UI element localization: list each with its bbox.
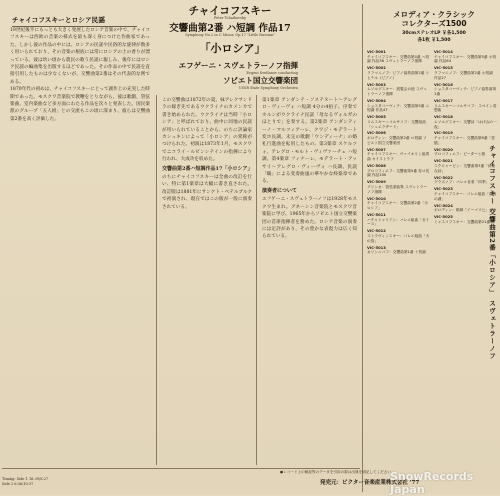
work-title-en: Symphony No.2 in C Minor, Op.17 "Little Russian" xyxy=(185,33,275,37)
right-panel-divider xyxy=(362,4,363,492)
notes-column-1 xyxy=(10,27,150,465)
catalog-code: VIC-5016 xyxy=(434,82,453,87)
notes-paragraph: エフゲーニ・スヴェトラーノフは1928年モスクワ生まれ。グネーシン音楽院とモスクワ音楽院に学び、1965年からソビエト国立交響楽団の首席指揮者を務めた。ロシア音楽の演奏には定評があり、その豊かな表現力は広く知られている。 xyxy=(262,197,357,240)
catalog-entry xyxy=(367,50,430,64)
catalog-entry xyxy=(367,213,430,227)
catalog-entry xyxy=(367,148,430,162)
catalog-code: VIC-5008 xyxy=(367,164,386,169)
catalog-description: チャイコフスキー：ヴァイオリン協奏曲 オイストラフ xyxy=(367,152,430,162)
timing-info xyxy=(2,477,48,487)
series-title-line-2: コレクターズ1500 xyxy=(401,19,467,28)
composer-name-en: Peter Tchaikovsky xyxy=(213,16,247,20)
catalog-entry xyxy=(434,50,497,64)
catalog-code: VIC-5004 xyxy=(367,98,386,103)
catalog-entry xyxy=(367,99,430,113)
catalog-entry xyxy=(367,197,430,211)
catalog-entry xyxy=(367,131,430,145)
orchestra-credit-en: USSR State Symphony Orchestra xyxy=(238,86,298,90)
work-subtitle: 「小ロシア」 xyxy=(199,42,266,55)
catalog-description: グラズノフ：バレエ音楽「四季」 xyxy=(434,180,490,185)
catalog-description: スクリャービン：交響曲第3番「神聖な詩」 xyxy=(434,164,496,173)
catalog-description: リムスキー＝コルサコフ：スペイン奇想曲 xyxy=(434,103,497,113)
timing-side-2: Side 2 6:36/10:37 xyxy=(2,482,34,486)
catalog-description: チャイコフスキー：交響曲第4番 ヘ短調 作品36 スヴェトラーノフ指揮 xyxy=(367,54,430,64)
catalog-entry xyxy=(434,83,497,97)
catalog-code: VIC-5019 xyxy=(434,131,453,136)
series-spec-line-2: 各1枚 ￥1,500 xyxy=(417,38,451,43)
notes-paragraph: 1870年代の初めは、チャイコフスキーにとって創作上の充実した時期であった。モスクワ音楽院で教鞭をとりながら、彼は歌劇、管弦楽曲、室内楽曲など多方面にわたる作品を次々と発表した。国民楽派のグループ「五人組」との交流もこの頃に深まり、彼らは交響曲第2番を高く評価した。 xyxy=(10,87,150,122)
catalog-entry xyxy=(367,246,430,255)
catalog-description: プロコフィエフ：ピーターと狼 xyxy=(434,152,486,157)
orchestra-credit: ソビエト国立交響楽団 xyxy=(223,76,298,85)
spine-text: チャイコフスキー 交響曲第2番「小ロシア」 スヴェトラーノフ xyxy=(488,145,496,360)
catalog-code: VIC-5018 xyxy=(434,115,453,120)
catalog-list xyxy=(367,50,497,465)
timing-side-1: Timing: Side 1 16:39/8:27 xyxy=(2,477,49,481)
catalog-code: VIC-5011 xyxy=(367,212,386,217)
notes-column-3 xyxy=(262,97,357,465)
catalog-description: ボロディン：歌劇「イーゴリ公」より xyxy=(434,208,497,213)
column-divider-2 xyxy=(256,95,257,465)
catalog-code: VIC-5015 xyxy=(434,66,453,71)
catalog-description: ラフマニノフ：交響曲第2番 ホ短調 作品27 xyxy=(434,71,493,80)
section-heading: 交響曲第2番ハ短調作品17「小ロシア」 xyxy=(162,165,252,172)
watermark: SnowRecords Japan xyxy=(390,470,474,496)
notes-paragraph: この交響曲は1872年の夏、妹アレクサンドラの嫁ぎ先であるウクライナのカメンカで書き始められた。ウクライナは当時「小ロシア」と呼ばれており、曲中に同地の民謡が用いられていることから、のちに評論家カシュキンによって「小ロシア」の愛称がつけられた。初演は1873年1月、モスクワでニコライ・ルビンシテインの指揮により行われ、大成功を収めた。 xyxy=(162,98,252,163)
catalog-code: VIC-5006 xyxy=(367,131,386,136)
publisher-credit: 発売元：ビクター音楽産業株式会社 '77 xyxy=(320,480,420,486)
notes-column-2 xyxy=(162,97,252,465)
catalog-description: チャイコフスキー：交響曲第5番 ホ短調 作品64 xyxy=(434,54,497,64)
section-heading: 演奏者について xyxy=(262,187,297,194)
catalog-entry xyxy=(367,115,430,129)
catalog-code: VIC-5017 xyxy=(434,98,453,103)
catalog-code: VIC-5003 xyxy=(367,82,386,87)
catalog-column-left xyxy=(367,50,430,465)
catalog-description: ストラヴィンスキー：バレエ組曲「火の鳥」 xyxy=(367,233,430,243)
catalog-code: VIC-5021 xyxy=(434,159,453,164)
catalog-description: ボロディン：交響曲第2番 ロ短調 ソビエト国立交響楽団 xyxy=(367,136,427,145)
catalog-entry xyxy=(367,66,430,80)
catalog-description: ムソルグスキー：展覧会の絵 スヴェトラーノフ指揮 xyxy=(367,87,427,96)
catalog-description: ハチャトゥリアン：バレエ組曲「ガイーヌ」 xyxy=(367,217,430,227)
conductor-credit: エフゲーニ・スヴェトラーノフ指揮 xyxy=(178,61,298,70)
catalog-code: VIC-5024 xyxy=(434,203,453,208)
catalog-entry xyxy=(434,131,497,145)
conductor-credit-en: Evgeni Svetlanov conducting xyxy=(246,71,298,75)
catalog-entry xyxy=(367,229,430,243)
catalog-code: VIC-5022 xyxy=(434,175,453,180)
catalog-code: VIC-5020 xyxy=(434,147,453,152)
catalog-description: プロコフィエフ：交響曲第5番 変ロ長調 作品100 xyxy=(367,168,430,178)
catalog-description: チャイコフスキー：バレエ組曲「白鳥の湖」 xyxy=(434,191,497,201)
catalog-description: ショスタコーヴィチ：交響曲第5番 ニ短調 作品47 xyxy=(367,103,430,113)
section-title: チャイコフスキーとロシア民謡 xyxy=(12,15,137,27)
catalog-entry xyxy=(434,115,497,129)
work-title: 交響曲第2番 ハ短調 作品17 xyxy=(169,23,291,34)
catalog-entry xyxy=(434,99,497,113)
column-divider-1 xyxy=(156,95,157,465)
series-spec xyxy=(372,30,496,44)
catalog-description: チャイコフスキー：交響曲第2番「小ロシア」 xyxy=(367,201,428,211)
series-title-line-1: メロディア・クラシック xyxy=(393,10,475,19)
footer-divider xyxy=(2,468,360,469)
catalog-entry xyxy=(367,180,430,194)
catalog-code: VIC-5013 xyxy=(367,245,386,250)
catalog-entry xyxy=(434,66,497,80)
catalog-description: グリンカ：管弦楽曲集 スヴェトラーノフ指揮 xyxy=(367,185,428,194)
catalog-code: VIC-5005 xyxy=(367,115,386,120)
footer-note: ●レコード上の解説等のデータを引用の際は出典を明記してください。 xyxy=(280,470,395,474)
catalog-description: ミャスコフスキー：交響曲第21番 xyxy=(434,219,491,224)
catalog-description: リムスキー＝コルサコフ：交響組曲「シェエラザード」 xyxy=(367,119,426,129)
notes-paragraph: のちにチャイコフスキーは全曲の改訂を行い、特に第1楽章は大幅に書き直された。改訂版は1881年にサンクト・ペテルブルクで初演され、現在ではこの版が一般に演奏されている。 xyxy=(162,175,252,210)
catalog-code: VIC-5010 xyxy=(367,196,386,201)
series-spec-line-1: 30cmステレオLP ￥各1,500 xyxy=(402,31,466,36)
notes-paragraph: 19世紀後半にもっとも大きく発展したロシア音楽の中で、チャイコフスキーは西欧の音楽の様式を最も深く身につけた作曲家であった。しかし彼の作品の中には、ロシアの民謡や民俗的な旋律が数多く用いられており、その音楽の根底には常にロシアの土の香りが漂っている。彼は幼い頃から農民の歌う民謡に親しみ、後年にはロシア民謡の編曲集を出版するほどであった。その作品の中で民謡を直接引用したものは少なくないが、交響曲第2番はその代表的な例である。 xyxy=(10,28,150,85)
catalog-code: VIC-5014 xyxy=(434,50,453,54)
catalog-code: VIC-5007 xyxy=(367,147,386,152)
catalog-description: ムソルグスキー：交響詩「はげ山の一夜」 xyxy=(434,119,497,129)
catalog-code: VIC-5002 xyxy=(367,66,386,71)
catalog-code: VIC-5012 xyxy=(367,229,386,234)
catalog-code: VIC-5009 xyxy=(367,180,386,185)
catalog-description: チャイコフスキー：交響曲第6番「悲愴」 xyxy=(434,136,495,145)
notes-paragraph: 第1楽章 アンダンテ・ソステヌート〜アレグロ・ヴィーヴォ ハ短調 4分の4拍子。序奏でホルンがウクライナ民謡「母なるヴォルガのほとりで」を奏する。第2楽章 アンダンティーノ・マルツィアーレ、クワジ・モデラート 変ホ長調。未完の歌劇「ウンディーナ」の婚礼行進曲を転用したもの。第3楽章 スケルツォ、アレグロ・モルト・ヴィヴァーチェ ハ短調。第4楽章 フィナーレ、モデラート・アッサイ〜アレグロ・ヴィーヴォ ハ長調。民謡「鶴」による変奏曲風の華やかな終楽章である。 xyxy=(262,98,357,185)
catalog-entry xyxy=(367,164,430,178)
catalog-description: カリンニコフ：交響曲第1番 ト短調 xyxy=(367,250,426,255)
composer-name: チャイコフスキー xyxy=(188,5,272,17)
catalog-code: VIC-5025 xyxy=(434,215,453,220)
catalog-code: VIC-5023 xyxy=(434,187,453,192)
catalog-code: VIC-5001 xyxy=(367,50,386,54)
catalog-entry xyxy=(367,83,430,97)
series-title xyxy=(372,10,496,28)
catalog-description: ラフマニノフ：ピアノ協奏曲第2番 リヒテル（ピアノ） xyxy=(367,71,430,80)
catalog-description: ショスタコーヴィチ：ピアノ協奏曲第1番 xyxy=(434,87,497,96)
